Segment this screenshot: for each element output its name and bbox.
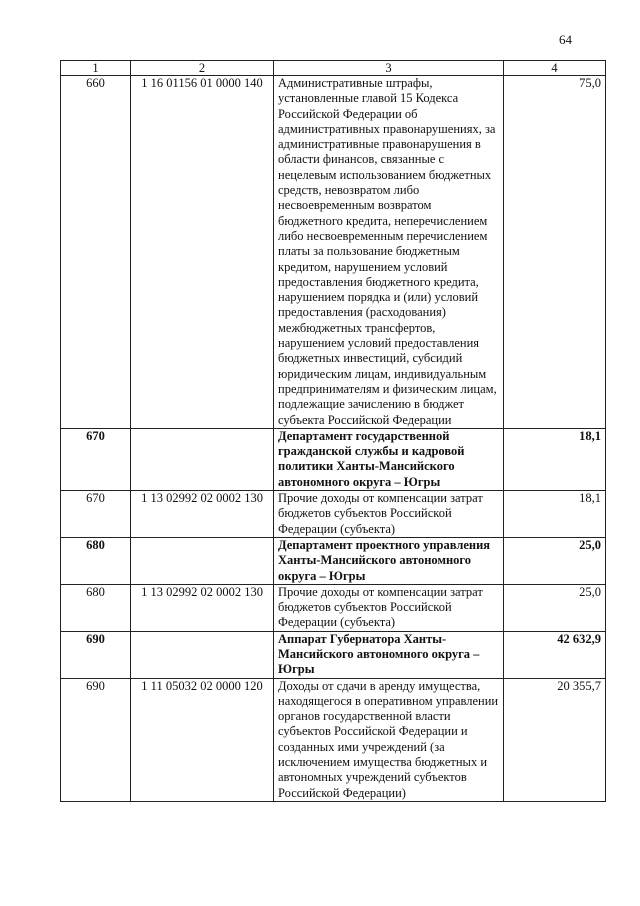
amount-cell: 18,1 (504, 428, 606, 490)
admin-code-cell: 690 (61, 631, 131, 678)
admin-code-cell: 660 (61, 76, 131, 429)
amount-cell: 75,0 (504, 76, 606, 429)
amount-cell: 42 632,9 (504, 631, 606, 678)
amount-cell: 25,0 (504, 537, 606, 584)
revenue-name-cell: Департамент государственной гражданской службы и кадровой политики Ханты-Мансийского автономного округа – Югры (274, 428, 504, 490)
column-number-header-row (61, 61, 606, 76)
table-row (61, 491, 606, 538)
page-number: 64 (559, 32, 572, 47)
admin-code-cell: 670 (61, 491, 131, 538)
revenue-code-cell: 1 16 01156 01 0000 140 (131, 76, 274, 429)
revenue-name-cell: Административные штрафы, установленные главой 15 Кодекса Российской Федерации об административных правонарушениях, за административные правонарушения в области финансов, связанные с нецелевым использованием бюджетных средств, невозвратом либо несвоевременным возвратом бюджетного кредита, неперечислением либо несвоевременным перечислением платы за пользование бюджетным кредитом, нарушением условий предоставления бюджетного кредита, нарушением порядка и (или) условий предоставления (расходования) межбюджетных трансфертов, нарушением условий предоставления бюджетных инвестиций, субсидий юридическим лицам, индивидуальным предпринимателям и физическим лицам, подлежащие зачислению в бюджет субъекта Российской Федерации (274, 76, 504, 429)
revenue-name-cell: Аппарат Губернатора Ханты-Мансийского автономного округа – Югры (274, 631, 504, 678)
revenue-code-cell: 1 13 02992 02 0002 130 (131, 584, 274, 631)
revenue-code-cell: 1 13 02992 02 0002 130 (131, 491, 274, 538)
column-header-3: 3 (274, 61, 504, 76)
table-row (61, 584, 606, 631)
admin-code-cell: 680 (61, 537, 131, 584)
revenue-code-cell (131, 428, 274, 490)
column-header-1: 1 (61, 61, 131, 76)
admin-code-cell: 680 (61, 584, 131, 631)
admin-code-cell: 690 (61, 678, 131, 801)
amount-cell: 20 355,7 (504, 678, 606, 801)
revenue-name-cell: Департамент проектного управления Ханты-Мансийского автономного округа – Югры (274, 537, 504, 584)
table-row (61, 428, 606, 490)
revenue-name-cell: Прочие доходы от компенсации затрат бюджетов субъектов Российской Федерации (субъекта) (274, 491, 504, 538)
table-row (61, 76, 606, 429)
budget-revenue-table (60, 60, 606, 802)
column-header-2: 2 (131, 61, 274, 76)
revenue-code-cell (131, 631, 274, 678)
revenue-code-cell (131, 537, 274, 584)
revenue-name-cell: Прочие доходы от компенсации затрат бюджетов субъектов Российской Федерации (субъекта) (274, 584, 504, 631)
table-row (61, 537, 606, 584)
table-row (61, 631, 606, 678)
amount-cell: 25,0 (504, 584, 606, 631)
amount-cell: 18,1 (504, 491, 606, 538)
revenue-name-cell: Доходы от сдачи в аренду имущества, находящегося в оперативном управлении органов государственной власти субъектов Российской Федерации и созданных ими учреждений (за исключением имущества бюджетных и автономных учреждений субъектов Российской Федерации) (274, 678, 504, 801)
table-row (61, 678, 606, 801)
revenue-code-cell: 1 11 05032 02 0000 120 (131, 678, 274, 801)
admin-code-cell: 670 (61, 428, 131, 490)
column-header-4: 4 (504, 61, 606, 76)
